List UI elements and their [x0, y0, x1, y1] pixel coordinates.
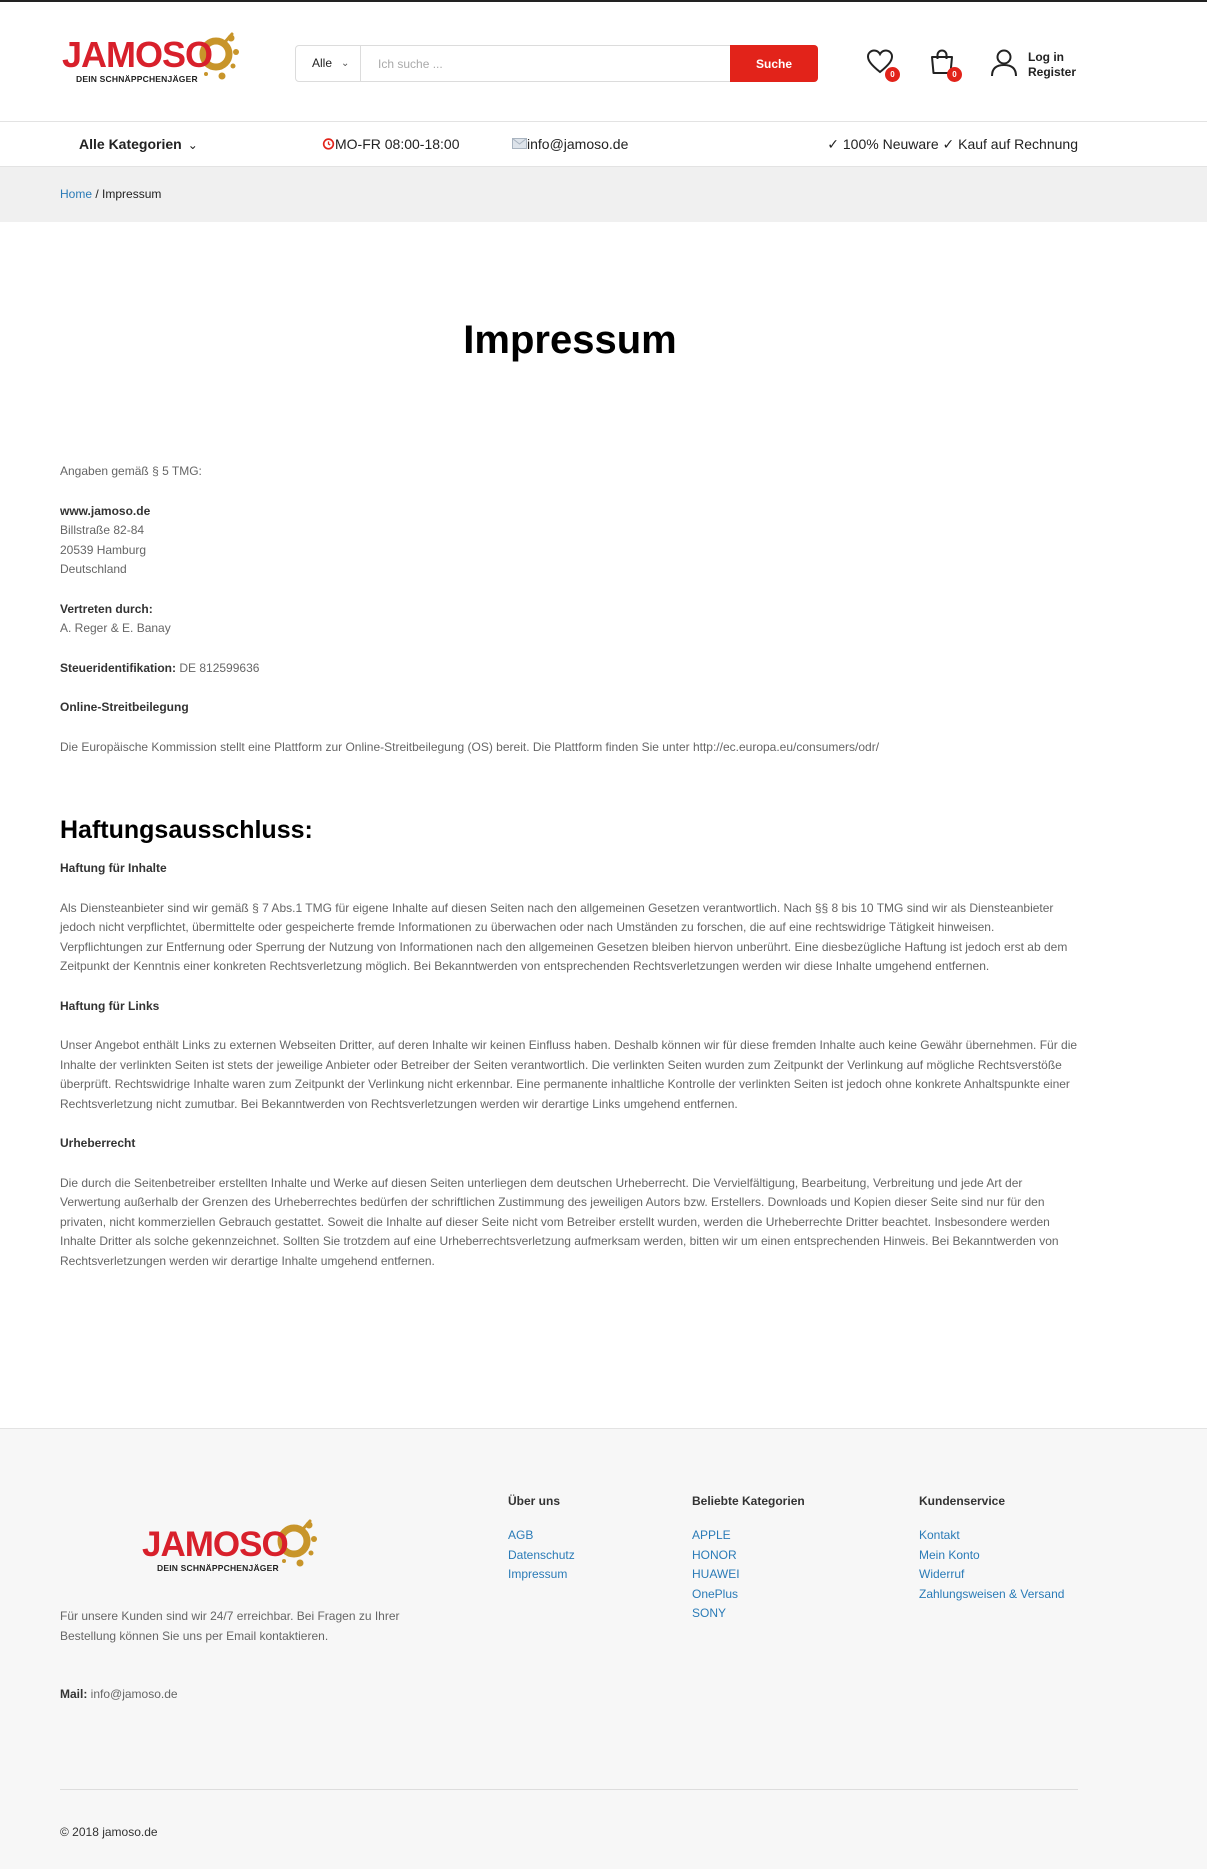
site-logo[interactable] [60, 28, 240, 98]
breadcrumb-current: Impressum [102, 187, 162, 201]
search-bar [295, 45, 818, 82]
search-category-value: Alle [312, 56, 333, 70]
content-liability-text: Als Diensteanbieter sind wir gemäß § 7 Abs.1 TMG für eigene Inhalte auf diesen Seiten nach den allgemeinen Gesetzen verantwortlich. Nach §§ 8 bis 10 TMG sind wir als Diensteanbieter jedoch nicht verpflichtet, übermittelte oder gespeicherte fremde Informationen zu überwachen oder nach Umständen zu forschen, die auf eine rechtswidrige Tätigkeit hinweisen. Verpflichtungen zur Entfernung oder Sperrung der Nutzung von Informationen nach den allgemeinen Gesetzen bleiben hiervon unberührt. Eine diesbezügliche Haftung ist jedoch erst ab dem Zeitpunkt der Kenntnis einer konkreten Rechtsverletzung möglich. Bei Bekanntwerden von entsprechenden Rechtsverletzungen werden wir diese Inhalte umgehend entfernen. [60, 900, 1068, 973]
tax-id-value: DE 812599636 [176, 660, 260, 675]
register-link[interactable]: Register [1028, 65, 1077, 79]
footer-logo-text: JAMOSO [142, 1525, 288, 1564]
wishlist-count-badge: 0 [885, 67, 900, 82]
search-category-select[interactable] [296, 46, 361, 81]
footer-mail [60, 1687, 178, 1701]
all-categories-menu[interactable] [79, 122, 198, 168]
address-country: Deutschland [60, 562, 127, 576]
footer-link-datenschutz[interactable]: Datenschutz [508, 1547, 575, 1562]
copyright-heading: Urheberrecht [60, 1136, 136, 1150]
wishlist-button[interactable] [866, 48, 896, 78]
footer-column-title: Beliebte Kategorien [692, 1494, 805, 1508]
footer-column-categories [692, 1494, 805, 1624]
envelope-icon [512, 138, 527, 149]
footer-mail-value[interactable]: info@jamoso.de [87, 1687, 178, 1701]
address-city: 20539 Hamburg [60, 542, 147, 557]
company-name: www.jamoso.de [60, 503, 151, 518]
footer-mail-label: Mail: [60, 1687, 88, 1701]
cart-button[interactable] [928, 48, 958, 78]
footer-link-huawei[interactable]: HUAWEI [692, 1567, 740, 1581]
address-street: Billstraße 82-84 [60, 523, 145, 537]
copyright-text: Die durch die Seitenbetreiber erstellten Inhalte und Werke auf diesen Seiten unterliegen dem deutschen Urheberrecht. Die Vervielfältigung, Bearbeitung, Verbreitung und jede Art der Verwertung außerhalb der Grenzen des Urheberrechtes bedürfen der schriftlichen Zustimmung des jeweiligen Autors bzw. Erstellers. Downloads und Kopien dieser Seite sind nur für den privaten, nicht kommerziellen Gebrauch gestattet. Soweit die Inhalte auf dieser Seite nicht vom Betreiber erstellt wurden, werden die Urheberrechte Dritter beachtet. Insbesondere werden Inhalte Dritter als solche gekennzeichnet. Sollten Sie trotzdem auf eine Urheberrechtsverletzung aufmerksam werden, bitten wir um einen entsprechenden Hinweis. Bei Bekanntwerden von Rechtsverletzungen werden wir derartige Inhalte umgehend entfernen. [60, 1175, 1059, 1268]
site-header [0, 2, 1207, 122]
links-liability-text: Unser Angebot enthält Links zu externen Webseiten Dritter, auf deren Inhalte wir keinen Einfluss haben. Deshalb können wir für diese fremden Inhalte auch keine Gewähr übernehmen. Für die Inhalte der verlinkten Seiten ist stets der jeweilige Anbieter oder Betreiber der Seiten verantwortlich. Die verlinkten Seiten wurden zum Zeitpunkt der Verlinkung auf mögliche Rechtsverstöße überprüft. Rechtswidrige Inhalte waren zum Zeitpunkt der Verlinkung nicht erkennbar. Eine permanente inhaltliche Kontrolle der verlinkten Seiten ist jedoch ohne konkrete Anhaltspunkte einer Rechtsverletzung nicht zumutbar. Bei Bekanntwerden von Rechtsverletzungen werden wir derartige Links umgehend entfernen. [60, 1038, 1078, 1111]
footer-link-widerruf[interactable]: Widerruf [919, 1567, 965, 1581]
footer-link-mein-konto[interactable]: Mein Konto [919, 1547, 980, 1562]
footer-column-service [919, 1494, 1064, 1604]
site-footer [0, 1428, 1207, 1869]
tax-id-label: Steueridentifikation: [60, 660, 177, 675]
tmg-intro: Angaben gemäß § 5 TMG: [60, 464, 202, 478]
disclaimer-heading: Haftungsausschluss: [60, 816, 313, 844]
dispute-text: Die Europäische Kommission stellt eine Plattform zur Online-Streitbeilegung (OS) bereit. Die Plattform finden Sie unter http://ec.europa.eu/consumers/odr/ [60, 739, 880, 754]
footer-about-text: Für unsere Kunden sind wir 24/7 erreichbar. Bei Fragen zu Ihrer Bestellung können Sie uns per Email kontaktieren. [60, 1609, 400, 1643]
search-input[interactable] [362, 46, 726, 81]
breadcrumb-bar [0, 167, 1207, 222]
usp-text: ✓ 100% Neuware ✓ Kauf auf Rechnung [827, 136, 1078, 152]
impressum-content [60, 462, 1078, 1271]
footer-link-kontakt[interactable]: Kontakt [919, 1528, 960, 1542]
footer-column-about [508, 1494, 575, 1585]
footer-logo-tagline: DEIN SCHNÄPPCHENJÄGER [157, 1563, 279, 1573]
search-button[interactable]: Suche [730, 45, 818, 82]
main-nav [0, 122, 1207, 167]
footer-link-agb[interactable]: AGB [508, 1528, 534, 1542]
links-liability-heading: Haftung für Links [60, 998, 160, 1013]
footer-link-sony[interactable]: SONY [692, 1606, 727, 1620]
footer-link-impressum[interactable]: Impressum [508, 1567, 568, 1581]
cart-count-badge: 0 [947, 67, 962, 82]
logo-text: JAMOSO [62, 34, 213, 75]
footer-column-title: Kundenservice [919, 1494, 1006, 1508]
footer-link-oneplus[interactable]: OnePlus [692, 1586, 739, 1601]
footer-link-apple[interactable]: APPLE [692, 1528, 731, 1542]
contact-email-text: info@jamoso.de [527, 136, 629, 152]
breadcrumb [60, 167, 161, 222]
opening-hours-text: MO-FR 08:00-18:00 [335, 136, 460, 152]
dispute-heading: Online-Streitbeilegung [60, 700, 189, 714]
breadcrumb-home-link[interactable]: Home [60, 187, 93, 201]
all-categories-label: Alle Kategorien [79, 136, 182, 152]
footer-column-title: Über uns [508, 1494, 561, 1508]
user-icon[interactable] [990, 48, 1018, 78]
footer-divider [60, 1789, 1078, 1790]
breadcrumb-separator: / [95, 187, 99, 201]
represented-names: A. Reger & E. Banay [60, 621, 171, 635]
footer-link-zahlungsweisen[interactable]: Zahlungsweisen & Versand [919, 1586, 1065, 1601]
chevron-down-icon: ⌄ [341, 58, 350, 69]
alarm-clock-icon [322, 137, 335, 150]
content-liability-heading: Haftung für Inhalte [60, 861, 167, 875]
logo-tagline: DEIN SCHNÄPPCHENJÄGER [76, 74, 198, 84]
represented-label: Vertreten durch: [60, 601, 153, 616]
opening-hours [322, 122, 460, 167]
page-title: Impressum [463, 318, 677, 362]
footer-logo[interactable] [140, 1517, 330, 1587]
contact-email[interactable] [512, 122, 628, 167]
chevron-down-icon: ⌄ [187, 138, 198, 152]
footer-link-honor[interactable]: HONOR [692, 1547, 737, 1562]
footer-copyright: © 2018 jamoso.de [60, 1825, 158, 1839]
login-link[interactable]: Log in [1028, 50, 1064, 64]
